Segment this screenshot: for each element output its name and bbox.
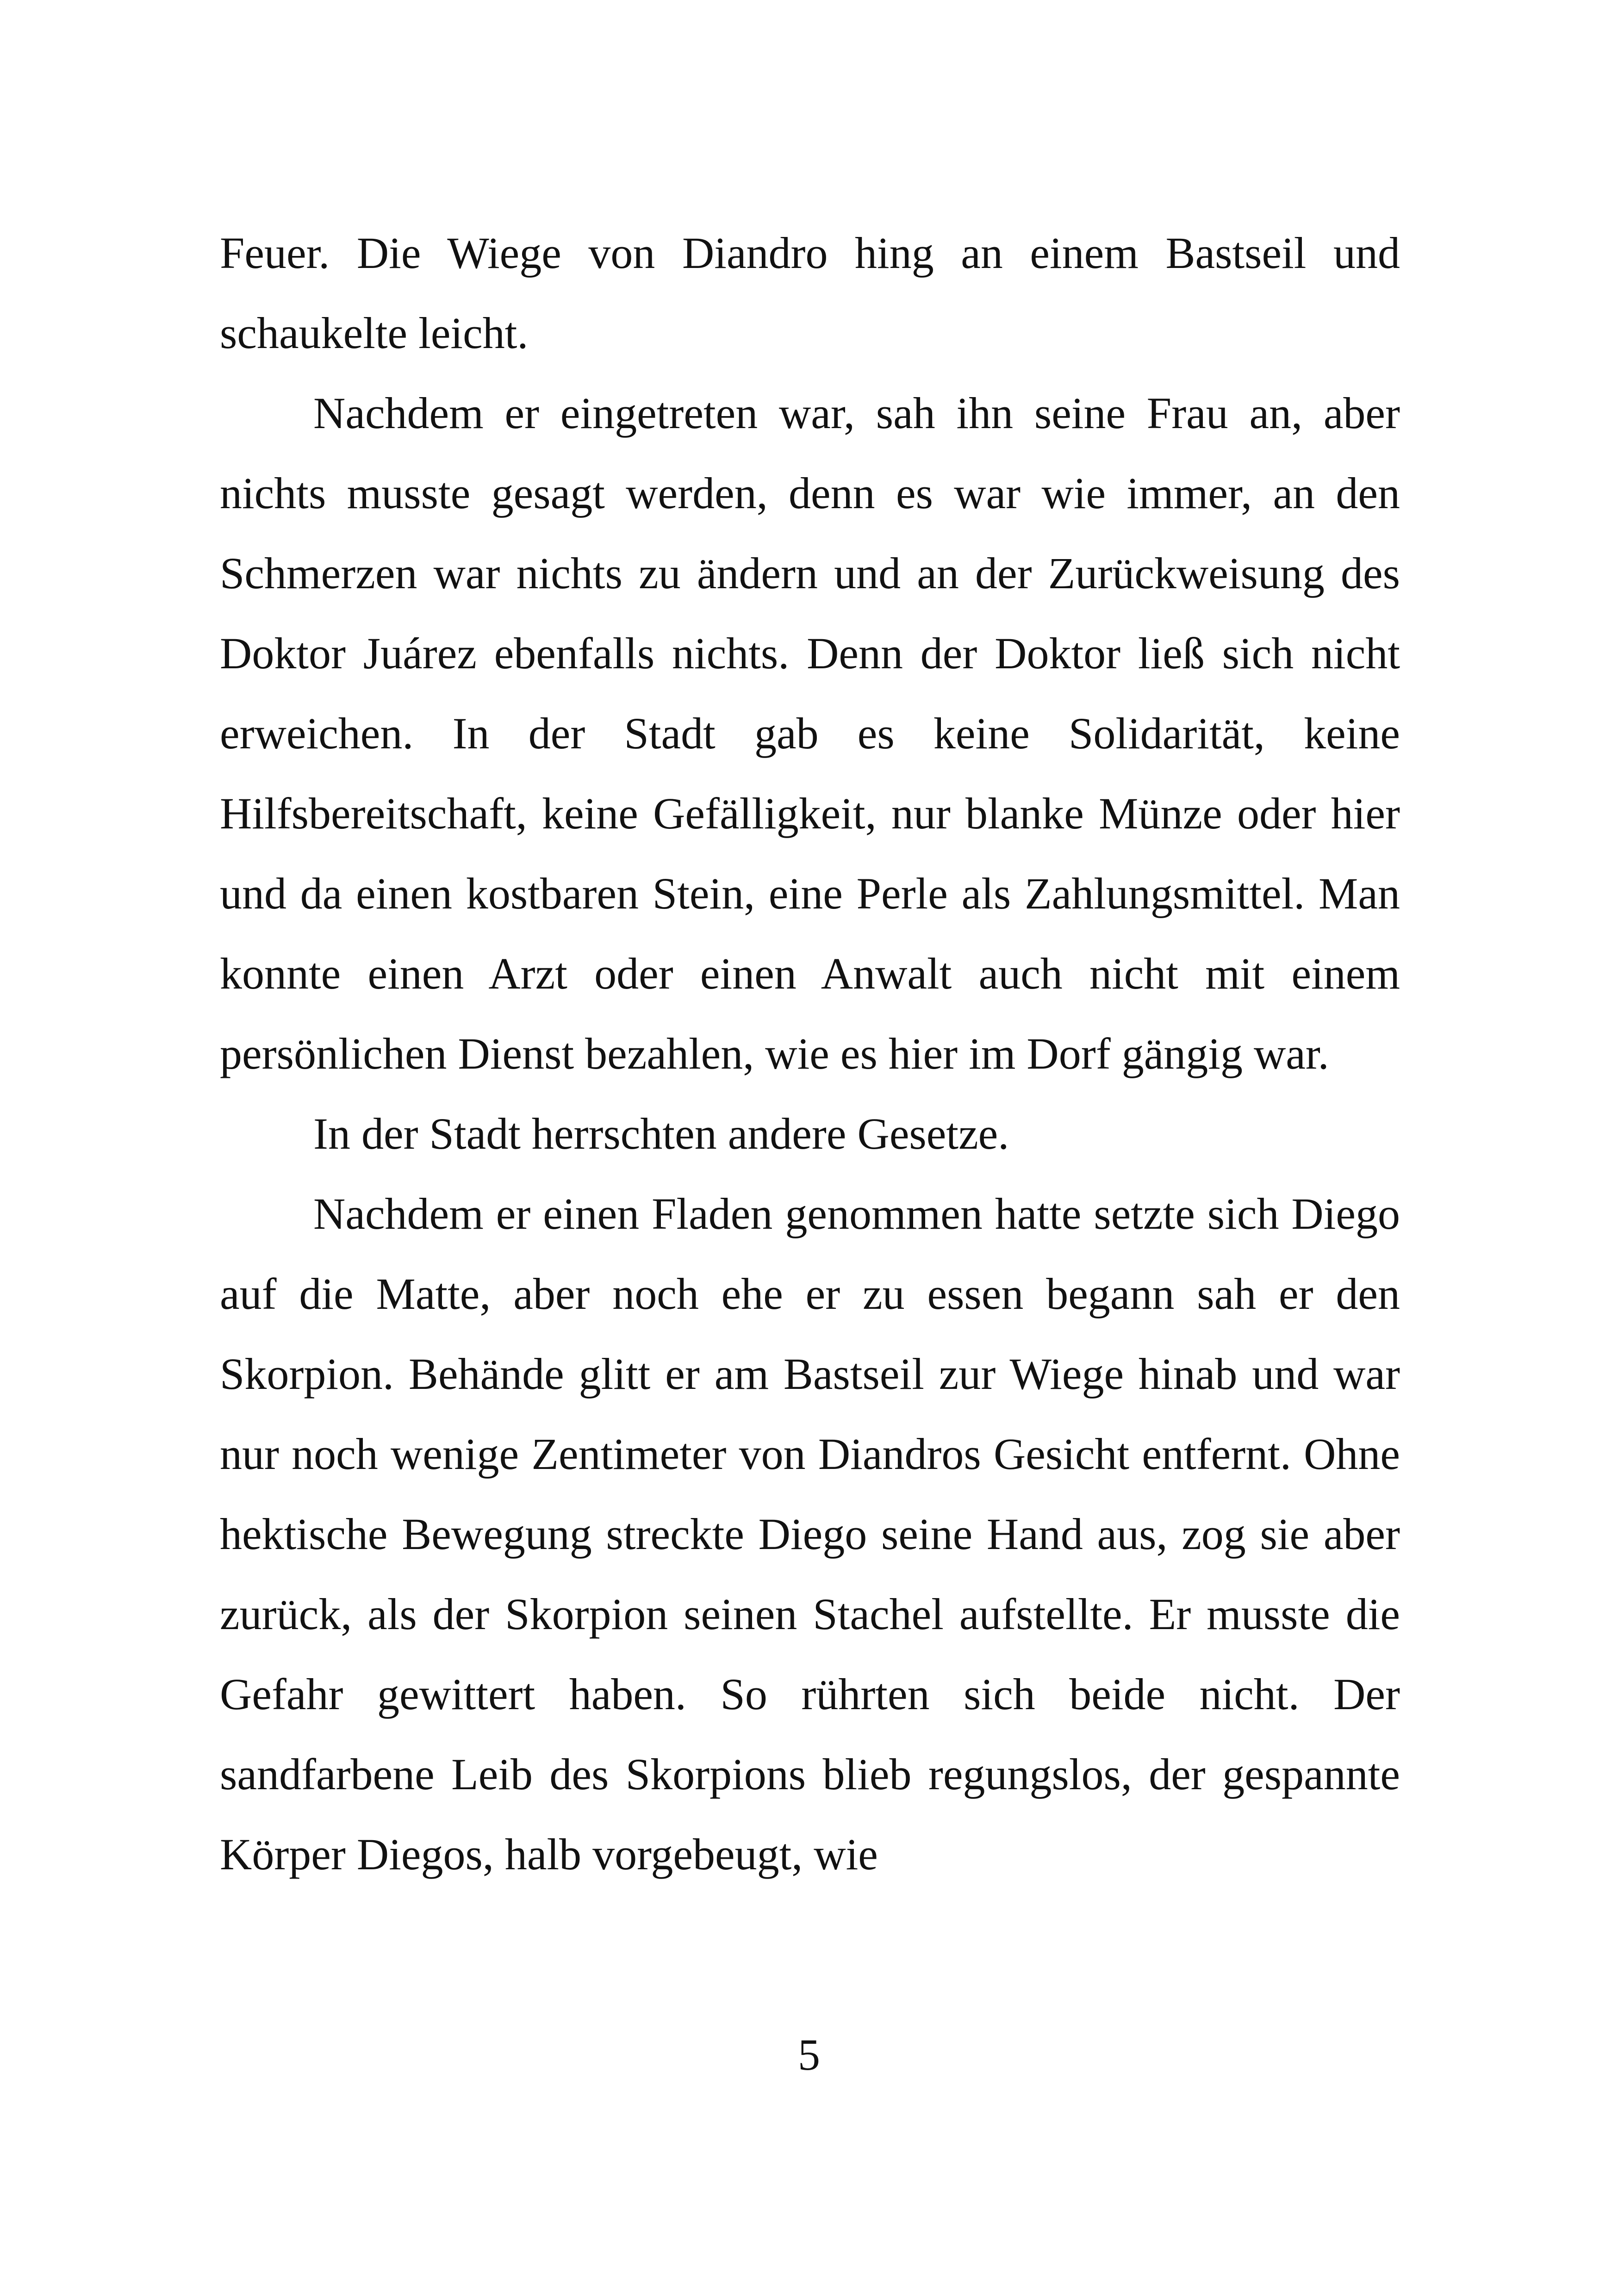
paragraph-1: Feuer. Die Wiege von Diandro hing an einem Bastseil und schaukelte leicht.: [220, 228, 1400, 358]
paragraph-3: In der Stadt herrschten andere Gesetze.: [313, 1109, 1009, 1158]
paragraph-2: Nachdem er eingetreten war, sah ihn seine Frau an, aber nichts musste gesagt werden, denn es war wie immer, an den Schmerzen war nichts zu ändern und an der Zurückweisung des Doktor Juárez ebenfalls nichts. Denn der Doktor ließ sich nicht erweichen. In der Stadt gab es keine Solidarität, keine Hilfsbereitschaft, keine Gefälligkeit, nur blanke Münze oder hier und da einen kostbaren Stein, eine Perle als Zahlungsmittel. Man konnte einen Arzt oder einen Anwalt auch nicht mit einem persönlichen Dienst bezahlen, wie es hier im Dorf gängig war.: [220, 388, 1400, 1078]
page-number: 5: [798, 2030, 820, 2079]
body-text: [220, 213, 1400, 1894]
paragraph-4: Nachdem er einen Fladen genommen hatte setzte sich Diego auf die Matte, aber noch ehe er zu essen begann sah er den Skorpion. Behände glitt er am Bastseil zur Wiege hinab und war nur noch wenige Zentimeter von Diandros Gesicht entfernt. Ohne hektische Bewegung streckte Diego seine Hand aus, zog sie aber zurück, als der Skorpion seinen Stachel aufstellte. Er musste die Gefahr gewittert haben. So rührten sich beide nicht. Der sandfarbene Leib des Skorpions blieb regungslos, der gespannte Körper Diegos, halb vorgebeugt, wie: [220, 1189, 1400, 1879]
